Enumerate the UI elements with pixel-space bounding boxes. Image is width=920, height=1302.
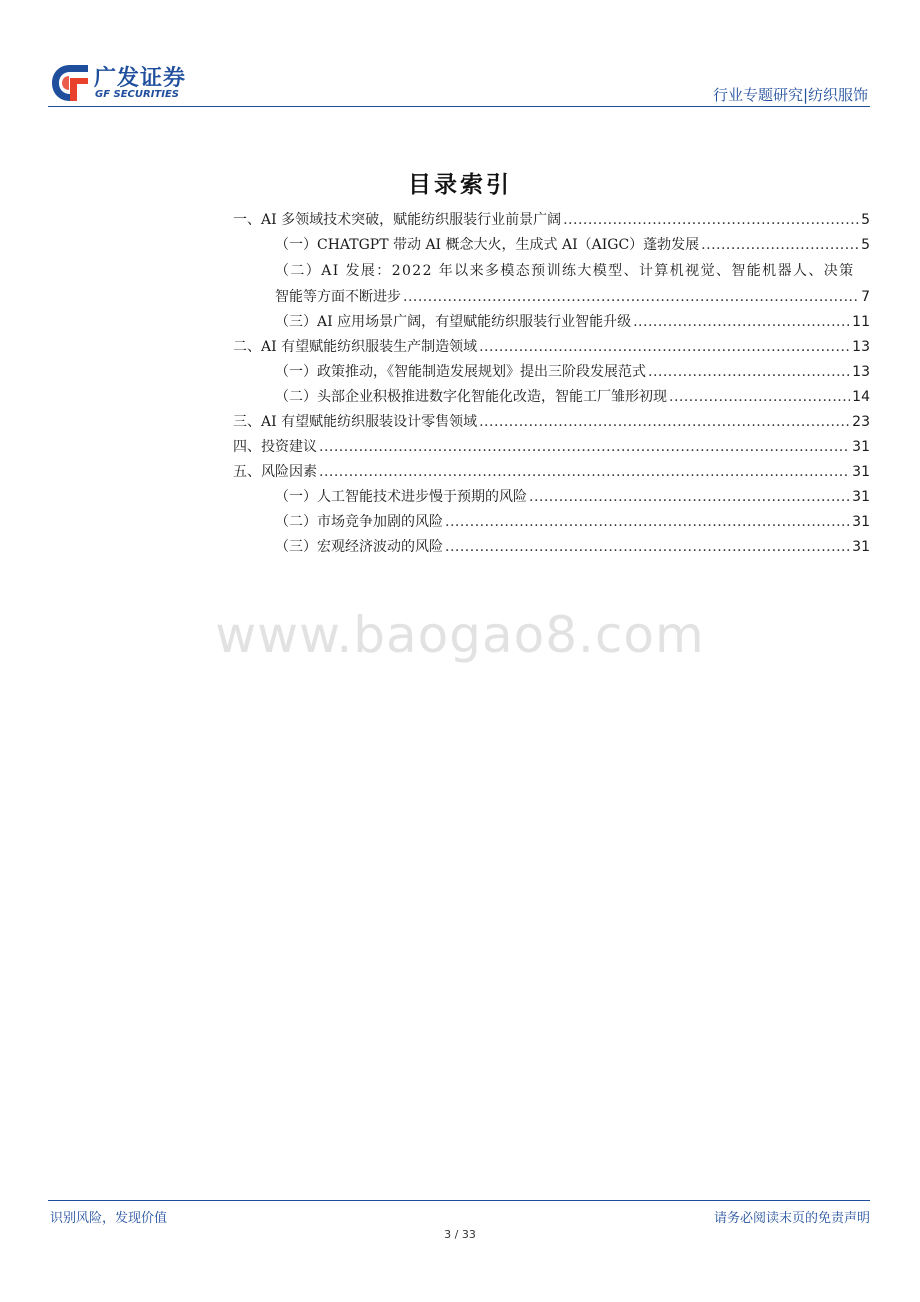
toc-entry-text: 五、风险因素 [233, 464, 317, 480]
toc-leader-dots [445, 510, 850, 535]
toc-entry-1[interactable] [233, 208, 870, 233]
toc-leader-dots [563, 208, 859, 233]
gf-logo [48, 62, 198, 104]
toc-entry-page: 31 [852, 539, 870, 555]
toc-entry-text: （二）头部企业积极推进数字化智能化改造，智能工厂雏形初现 [275, 389, 667, 405]
toc-entry-page: 23 [852, 414, 870, 430]
toc-entry-2-2[interactable] [233, 385, 870, 410]
table-of-contents [233, 208, 870, 560]
toc-entry-text: 二、AI 有望赋能纺织服装生产制造领域 [233, 339, 478, 355]
toc-entry-2[interactable] [233, 335, 870, 360]
toc-entry-text-line1: （二）AI 发展：2022 年以来多模态预训练大模型、计算机视觉、智能机器人、决策 [275, 263, 855, 279]
gf-logo-icon [48, 62, 92, 104]
page-number: 3 / 33 [444, 1228, 476, 1241]
toc-leader-dots [403, 285, 859, 310]
toc-entry-text: 四、投资建议 [233, 439, 317, 455]
toc-entry-5-2[interactable] [233, 510, 870, 535]
toc-entry-page: 7 [861, 289, 870, 305]
toc-entry-text: 三、AI 有望赋能纺织服装设计零售领域 [233, 414, 478, 430]
toc-leader-dots [669, 385, 850, 410]
toc-entry-page: 13 [852, 364, 870, 380]
toc-entry-5-3[interactable] [233, 535, 870, 560]
toc-entry-1-1[interactable] [233, 233, 870, 258]
toc-entry-text: （三）宏观经济波动的风险 [275, 539, 443, 555]
toc-leader-dots [445, 535, 850, 560]
toc-entry-4[interactable] [233, 435, 870, 460]
toc-entry-text: （一）CHATGPT 带动 AI 概念大火，生成式 AI（AIGC）蓬勃发展 [275, 237, 700, 253]
page-header [48, 62, 870, 108]
logo-chinese-name: 广发证券 [94, 66, 187, 91]
toc-entry-1-3[interactable] [233, 310, 870, 335]
toc-entry-page: 31 [852, 439, 870, 455]
toc-entry-page: 5 [861, 212, 870, 228]
toc-entry-5-1[interactable] [233, 485, 870, 510]
toc-entry-page: 31 [852, 464, 870, 480]
toc-entry-text: （二）市场竞争加剧的风险 [275, 514, 443, 530]
footer-slogan: 识别风险，发现价值 [50, 1211, 168, 1226]
toc-leader-dots [319, 435, 850, 460]
toc-entry-text: （三）AI 应用场景广阔，有望赋能纺织服装行业智能升级 [275, 314, 632, 330]
toc-entry-text: （一）政策推动，《智能制造发展规划》提出三阶段发展范式 [275, 364, 646, 380]
toc-entry-1-2[interactable] [233, 258, 870, 310]
footer-disclaimer-notice: 请务必阅读末页的免责声明 [713, 1211, 870, 1226]
toc-entry-text: 一、AI 多领域技术突破，赋能纺织服装行业前景广阔 [233, 212, 562, 228]
toc-leader-dots [633, 310, 850, 335]
logo-english-name: GF SECURITIES [95, 89, 180, 100]
toc-entry-2-1[interactable] [233, 360, 870, 385]
toc-leader-dots [648, 360, 850, 385]
toc-entry-page: 31 [852, 489, 870, 505]
toc-leader-dots [479, 410, 850, 435]
toc-leader-dots [529, 485, 850, 510]
toc-entry-page: 13 [852, 339, 870, 355]
toc-entry-5[interactable] [233, 460, 870, 485]
toc-entry-page: 5 [861, 237, 870, 253]
toc-entry-3[interactable] [233, 410, 870, 435]
footer-divider [48, 1200, 870, 1201]
report-category: 行业专题研究|纺织服饰 [712, 86, 868, 104]
toc-leader-dots [319, 460, 850, 485]
toc-entry-page: 14 [852, 389, 870, 405]
watermark: www.baogao8.com [215, 606, 705, 664]
toc-entry-page: 31 [852, 514, 870, 530]
toc-leader-dots [479, 335, 850, 360]
toc-leader-dots [701, 233, 859, 258]
toc-entry-page: 11 [852, 314, 870, 330]
header-divider [48, 106, 870, 107]
toc-entry-text: （一）人工智能技术进步慢于预期的风险 [275, 489, 527, 505]
toc-entry-text-line2: 智能等方面不断进步 [275, 289, 401, 305]
toc-title: 目录索引 [408, 171, 512, 198]
